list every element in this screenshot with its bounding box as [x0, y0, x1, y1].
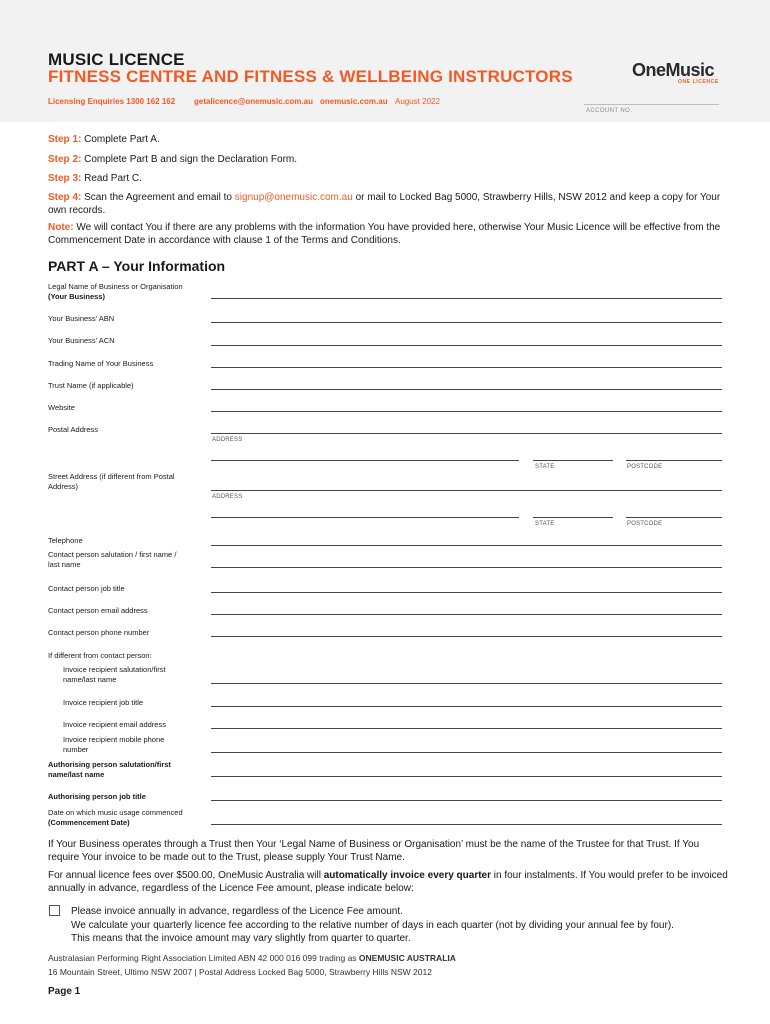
note-text: We will contact You if there are any problems with the information You have provided here, otherwise Your Music Licence will be effective from the Commencement Date in accordance with clause 1 of the Terms and Conditions. [48, 222, 721, 246]
commencement-label [48, 808, 208, 828]
footer-address: 16 Mountain Street, Ultimo NSW 2007 | Postal Address Locked Bag 5000, Strawberry Hills NSW 2012 [48, 967, 432, 977]
page-number: Page 1 [48, 986, 81, 997]
note-label: Note: [48, 222, 74, 233]
step-1-label: Step 1: [48, 134, 82, 145]
invoice-mobile-input[interactable] [211, 752, 722, 753]
footer-entity-bold: ONEMUSIC AUSTRALIA [358, 953, 456, 963]
street-address-line2-input[interactable] [211, 517, 519, 518]
annual-invoice-checkbox[interactable] [49, 905, 60, 916]
trading-name-label: Trading Name of Your Business [48, 359, 154, 368]
step-3-text: Read Part C. [84, 173, 142, 184]
postal-address-line1-input[interactable] [211, 433, 722, 434]
signup-email-link[interactable]: signup@onemusic.com.au [234, 192, 353, 203]
contact-email-label: Contact person email address [48, 606, 148, 615]
street-postcode-input[interactable] [626, 517, 722, 518]
contact-phone-label: Contact person phone number [48, 628, 150, 637]
commencement-date-input[interactable] [211, 824, 722, 825]
invoice-note-before: For annual licence fees over $500.00, OneMusic Australia will [48, 870, 321, 881]
street-state-sublabel: STATE [535, 521, 555, 527]
postal-postcode-sublabel: POSTCODE [627, 464, 663, 470]
telephone-input[interactable] [211, 545, 722, 546]
step-1-text: Complete Part A. [84, 134, 160, 145]
footer-entity [48, 953, 456, 963]
postal-address-line2-input[interactable] [211, 460, 519, 461]
title-music-licence: MUSIC LICENCE [48, 50, 185, 69]
website-link[interactable]: onemusic.com.au [320, 97, 388, 106]
abn-input[interactable] [211, 322, 722, 323]
contact-job-input[interactable] [211, 592, 722, 593]
street-address-label: Street Address (if different from Postal Address) [48, 472, 175, 491]
onemusic-logo: OneMusic [632, 60, 715, 80]
acn-label: Your Business’ ACN [48, 336, 115, 345]
step-4-label: Step 4: [48, 192, 82, 203]
legal-name-label-line1: Legal Name of Business or Organisation [48, 282, 183, 291]
step-4-text-after: or mail to Locked Bag 5000, Strawberry Hills, NSW 2012 and keep a copy for Your own records. [48, 192, 721, 216]
trading-name-input[interactable] [211, 367, 722, 368]
street-address-sublabel: ADDRESS [212, 494, 243, 500]
if-different-label: If different from contact person: [48, 651, 152, 660]
account-number-field[interactable] [584, 104, 719, 105]
licensing-enquiries: Licensing Enquiries 1300 162 162 [48, 97, 176, 106]
invoice-note [48, 869, 728, 895]
website-label: Website [48, 403, 75, 412]
invoice-email-label: Invoice recipient email address [63, 720, 166, 729]
postal-state-sublabel: STATE [535, 464, 555, 470]
acn-input[interactable] [211, 345, 722, 346]
street-address-line1-input[interactable] [211, 490, 722, 491]
contact-job-label: Contact person job title [48, 584, 125, 593]
annual-invoice-option [71, 905, 731, 946]
postal-address-sublabel: ADDRESS [212, 437, 243, 443]
step-4 [48, 191, 728, 217]
postal-address-label: Postal Address [48, 425, 99, 434]
invoice-note-after: in four instalments. If You would prefer to be invoiced annually in advance, regardless of the Licence Fee amount, please indicate below: [48, 870, 728, 894]
trust-name-label: Trust Name (if applicable) [48, 381, 134, 390]
abn-label: Your Business’ ABN [48, 314, 115, 323]
step-2-text: Complete Part B and sign the Declaration Form. [84, 154, 298, 165]
account-number-label: ACCOUNT NO. [586, 108, 633, 114]
step-3-label: Step 3: [48, 173, 82, 184]
contact-person-label: Contact person salutation / first name / last name [48, 550, 177, 569]
invoice-recipient-label: Invoice recipient salutation/first name/last name [63, 665, 166, 684]
one-licence-logo-text: ONE LICENCE [678, 79, 719, 85]
trust-name-input[interactable] [211, 389, 722, 390]
website-input[interactable] [211, 411, 722, 412]
option-line-3: This means that the invoice amount may vary slightly from quarter to quarter. [71, 933, 411, 944]
invoice-mobile-label: Invoice recipient mobile phone number [63, 735, 165, 754]
step-2-label: Step 2: [48, 154, 82, 165]
invoice-recipient-input[interactable] [211, 683, 722, 684]
trust-note: If Your Business operates through a Trust then Your ‘Legal Name of Business or Organisation’ must be the name of the Trustee for that Trust. If You require Your invoice to be made out to the Trust, please supply Your Trust Name. [48, 839, 700, 863]
telephone-label: Telephone [48, 536, 83, 545]
enquiries-email[interactable]: getalicence@onemusic.com.au [194, 97, 313, 106]
invoice-job-input[interactable] [211, 706, 722, 707]
postal-state-input[interactable] [533, 460, 613, 461]
invoice-note-bold: automatically invoice every quarter [323, 870, 491, 881]
contact-person-input[interactable] [211, 567, 722, 568]
authorising-job-input[interactable] [211, 800, 722, 801]
legal-name-label [48, 282, 208, 302]
step-3 [48, 172, 728, 185]
option-line-2: We calculate your quarterly licence fee according to the relative number of days in each quarter (not by dividing your annual fee by four). [71, 919, 674, 931]
title-fitness: FITNESS CENTRE AND FITNESS & WELLBEING INSTRUCTORS [48, 67, 573, 86]
legal-name-input[interactable] [211, 298, 722, 299]
contact-phone-input[interactable] [211, 636, 722, 637]
authorising-job-label: Authorising person job title [48, 792, 146, 801]
authorising-person-input[interactable] [211, 776, 722, 777]
note [48, 221, 728, 247]
street-postcode-sublabel: POSTCODE [627, 521, 663, 527]
contact-email-input[interactable] [211, 614, 722, 615]
legal-name-label-line2: (Your Business) [48, 292, 105, 301]
commencement-label-line2: (Commencement Date) [48, 818, 130, 827]
option-line-1: Please invoice annually in advance, regardless of the Licence Fee amount. [71, 906, 403, 917]
issue-date: August 2022 [395, 97, 440, 106]
street-state-input[interactable] [533, 517, 613, 518]
step-1 [48, 133, 728, 146]
authorising-person-label: Authorising person salutation/first name/last name [48, 760, 171, 779]
invoice-job-label: Invoice recipient job title [63, 698, 144, 707]
footer-entity-text: Australasian Performing Right Association Limited ABN 42 000 016 099 trading as [48, 953, 357, 963]
postal-postcode-input[interactable] [626, 460, 722, 461]
part-a-title: PART A – Your Information [48, 258, 226, 274]
step-2 [48, 153, 728, 166]
commencement-label-line1: Date on which music usage commenced [48, 808, 183, 817]
invoice-email-input[interactable] [211, 728, 722, 729]
step-4-text-before: Scan the Agreement and email to [84, 192, 232, 203]
